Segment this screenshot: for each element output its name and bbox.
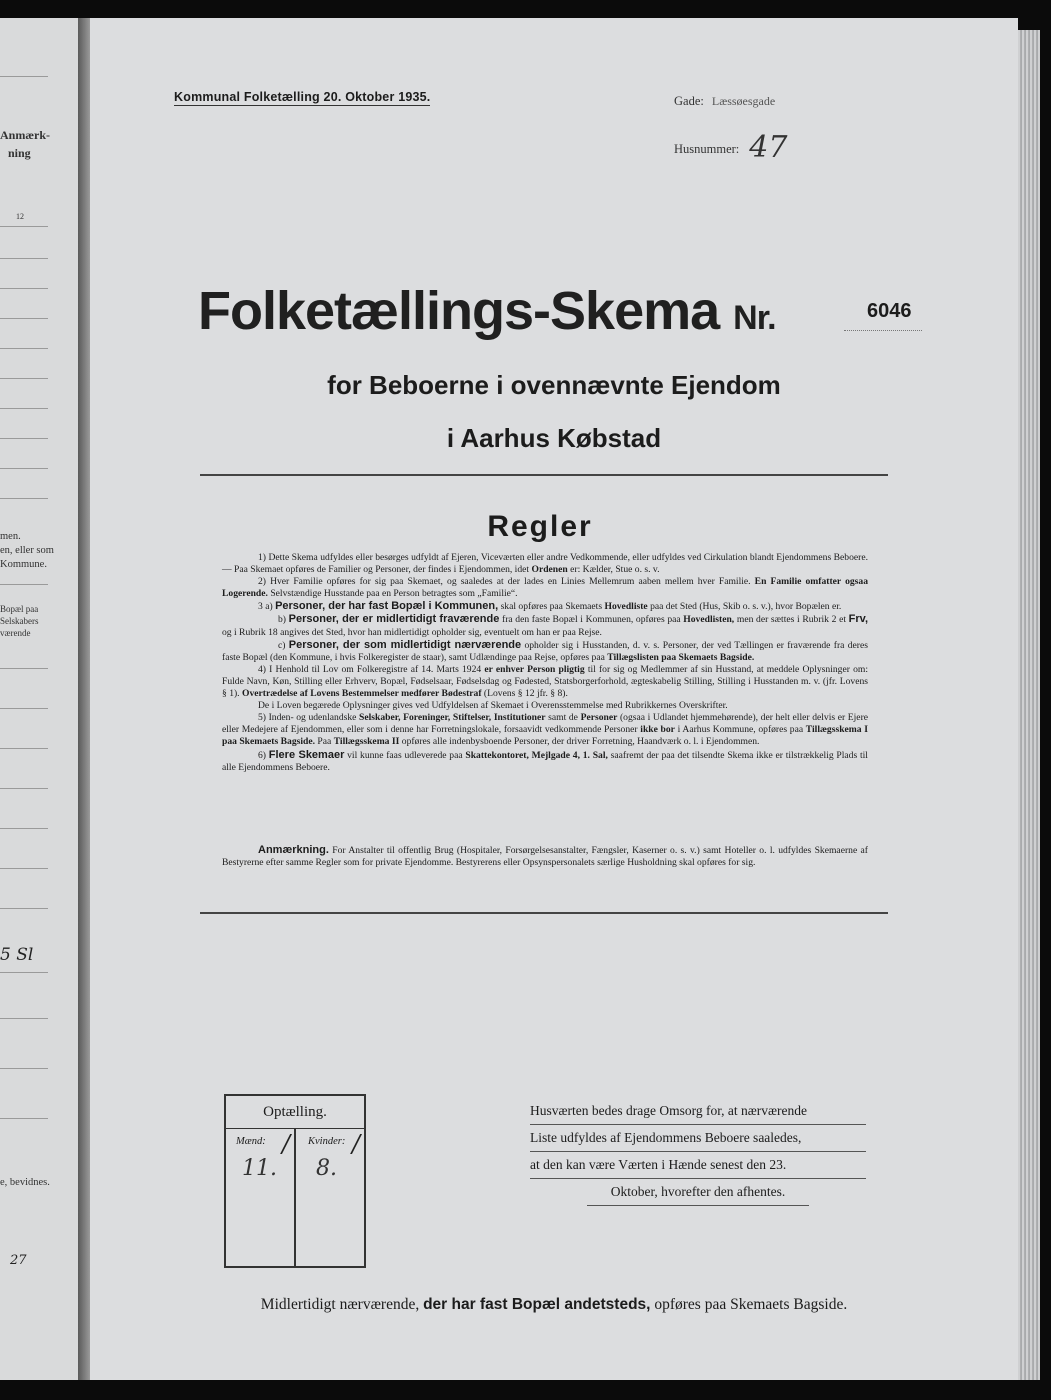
rule-3a: 3 a) Personer, der har fast Bopæl i Kommunen, skal opføres paa Skemaets Hovedliste paa det Sted (Hus, Skib o. s. v.), hvor Bopælen er.	[258, 600, 842, 613]
left-page-rule	[0, 498, 48, 499]
rule-6: 6) Flere Skemaer vil kunne faas udleverede paa Skattekontoret, Mejlgade 4, 1. Sal, saafremt der paa det tilsendte Skema ikke er tilstrækkelig Plads til alle Ejendommens Beboere.	[222, 748, 868, 773]
house-number-value: 47	[749, 130, 788, 165]
women-label: Kvinder:	[308, 1136, 346, 1147]
rules-heading: Regler	[487, 510, 593, 543]
form-subtitle: for Beboerne i ovennævnte Ejendom	[327, 370, 781, 400]
left-page-rule	[0, 348, 48, 349]
left-page-rule	[0, 788, 48, 789]
left-page-rule	[0, 972, 48, 973]
left-page-rule	[0, 378, 48, 379]
left-page-rule	[0, 288, 48, 289]
annotation-label: Anmærkning.	[258, 844, 329, 856]
left-page-rule	[0, 748, 48, 749]
census-form-page	[90, 18, 1018, 1380]
left-page-rule	[0, 226, 48, 227]
notice-line: Husværten bedes drage Omsorg for, at nærværende	[530, 1098, 866, 1125]
left-page-handwriting: 27	[10, 1253, 27, 1268]
women-count: 8.	[316, 1156, 337, 1181]
form-number-label: Nr.	[733, 299, 776, 337]
house-number-row	[674, 126, 788, 165]
rules-text	[222, 552, 868, 774]
left-page-fragment	[0, 18, 80, 1380]
tick-mark: /	[352, 1130, 361, 1158]
form-title-main: Folketællings-Skema	[198, 281, 720, 341]
left-page-text: en, eller som	[0, 545, 54, 556]
left-page-text: men.	[0, 531, 21, 542]
house-number-label: Husnummer:	[674, 142, 740, 156]
left-page-text: Anmærk-	[0, 128, 50, 142]
left-page-rule	[0, 868, 48, 869]
form-number-value: 6046	[867, 300, 912, 322]
left-page-handwriting: 5 Sl	[0, 945, 34, 965]
left-page-rule	[0, 76, 48, 77]
notice-line: Oktober, hvorefter den afhentes.	[587, 1179, 809, 1206]
landlord-notice	[530, 1098, 866, 1206]
men-count: 11.	[242, 1156, 277, 1181]
rule-1: 1) Dette Skema udfyldes eller besørges udfyldt af Ejeren, Viceværten eller andre Vedkommende, eller udfyldes ved Cirkulation blandt Ejendommens Beboere. — Paa Skemaet opføres de Familier og Personer, der findes i Ejendommen, idet Ordenen er: Kælder, Stue o. s. v.	[222, 552, 868, 576]
rule-3c: c) Personer, der som midlertidigt nærværende opholder sig i Husstanden, d. v. s. Personer, der ved Tællingen er fraværende fra deres faste Bopæl (den Kommune, i hvis Folkeregister de staar), samt Udlændinge paa Rejse, opføres paa Tillægslisten paa Skemaets Bagside.	[222, 638, 868, 663]
form-subtitle-city: i Aarhus Købstad	[446, 423, 662, 453]
book-gutter	[78, 18, 90, 1380]
rule-4: 4) I Henhold til Lov om Folkeregistre af 14. Marts 1924 er enhver Person pligtig til for sig og Medlemmer af sin Husstand, at meddele Oplysninger om: Fulde Navn, Køn, Stilling eller Erhverv, Bopæl, Fødselsaar, Fødselsdag og Fødested, Statsborgerforhold, ægteskabelig Stilling, Stilling i Husstanden m. v. (jfr. Lovens § 1). Overtrædelse af Lovens Bestemmelser medfører Bødestraf (Lovens § 12 jfr. § 8).	[222, 663, 868, 700]
form-number-line	[844, 330, 922, 331]
notice-line: Liste udfyldes af Ejendommens Beboere saaledes,	[530, 1125, 866, 1152]
count-box-divider	[294, 1128, 296, 1266]
left-page-text: ning	[8, 146, 31, 160]
rule-5: 5) Inden- og udenlandske Selskaber, Foreninger, Stiftelser, Institutioner samt de Personer (ogsaa i Udlandet hjemmehørende), der helt eller delvis er Ejere eller Medejere af Ejendommen, eller som i denne har Forretningslokale, forsaavidt vedkommende Personer ikke bor i Aarhus Kommune, opføres paa Tillægsskema I paa Skemaets Bagside. Paa Tillægsskema II opføres alle indenbysboende Personer, der driver Forretning, Haandværk o. l. i Ejendommen.	[222, 712, 869, 748]
rule-4-extra: De i Loven begærede Oplysninger gives ved Udfyldelsen af Skemaet i Overensstemmelse med Rubrikkernes Overskrifter.	[258, 700, 728, 712]
left-page-rule	[0, 584, 48, 585]
left-page-rule	[0, 1118, 48, 1119]
footer-bold: der har fast Bopæl andetsteds,	[423, 1296, 651, 1313]
census-title: Kommunal Folketælling 20. Oktober 1935.	[174, 90, 431, 104]
left-page-rule	[0, 438, 48, 439]
men-label: Mænd:	[236, 1136, 266, 1147]
street-row	[674, 92, 775, 110]
left-page-rule	[0, 1018, 48, 1019]
left-page-rule	[0, 668, 48, 669]
left-page-text: 12	[16, 212, 24, 221]
footer-post: opføres paa Skemaets Bagside.	[654, 1296, 848, 1313]
left-page-rule	[0, 708, 48, 709]
rule-3b: b) Personer, der er midlertidigt fraværende fra den faste Bopæl i Kommunen, opføres paa Hovedlisten, men der sættes i Rubrik 2 et Frv, og i Rubrik 18 angives det Sted, hvor han midlertidigt opholder sig, eventuelt om han er paa Rejse.	[222, 613, 869, 638]
left-page-rule	[0, 318, 48, 319]
rule-2: 2) Hver Familie opføres for sig paa Skemaet, og saaledes at der lades en Linies Mellemrum aaben mellem hver Familie. En Familie omfatter ogsaa Logerende. Selvstændige Husstande paa en Person betragtes som „Familie“.	[222, 576, 868, 600]
notice-line: at den kan være Værten i Hænde senest den 23.	[530, 1152, 866, 1179]
count-box	[224, 1094, 366, 1268]
left-page-rule	[0, 908, 48, 909]
left-page-rule	[0, 408, 48, 409]
annotation-note	[222, 844, 868, 869]
annotation-text: For Anstalter til offentlig Brug (Hospitaler, Forsørgelsesanstalter, Fængsler, Kaserner o. s. v.) samt Hoteller o. l. udfyldes Skemaerne af Bestyrerne efter samme Regler som for private Ejendomme. Bestyrerens eller Opsynspersonalets særlige Husholdning skal opføres for sig.	[222, 845, 868, 869]
tick-mark: /	[282, 1130, 291, 1158]
left-page-text: Bopæl paa	[0, 604, 39, 614]
street-label: Gade:	[674, 94, 704, 108]
divider-bottom	[200, 912, 888, 914]
divider-top	[200, 474, 888, 476]
left-page-rule	[0, 468, 48, 469]
left-page-text: Kommune.	[0, 559, 47, 570]
footer-pre: Midlertidigt nærværende,	[260, 1296, 420, 1313]
footer-note	[90, 1296, 1018, 1314]
count-box-title: Optælling.	[226, 1096, 364, 1129]
street-value: Læssøesgade	[711, 94, 776, 108]
left-page-text: e, bevidnes.	[0, 1177, 50, 1188]
left-page-rule	[0, 828, 48, 829]
left-page-text: Selskabers	[0, 616, 39, 626]
left-page-rule	[0, 258, 48, 259]
form-title	[198, 280, 776, 342]
left-page-text: værende	[0, 628, 31, 638]
left-page-rule	[0, 1068, 48, 1069]
